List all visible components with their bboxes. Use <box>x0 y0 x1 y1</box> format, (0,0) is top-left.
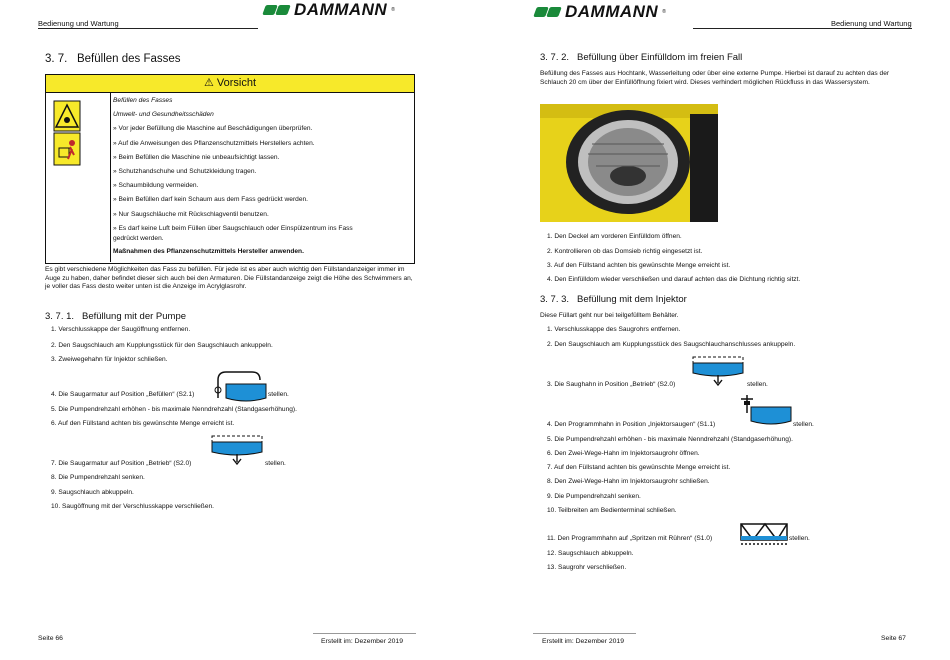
step-3: 3. Zweiwegehahn für Injektor schließen. <box>51 356 168 363</box>
header-rule <box>38 28 258 29</box>
spray-stir-icon <box>737 518 791 550</box>
danger-hazard-icon <box>46 93 110 262</box>
footer-rule <box>313 633 416 634</box>
filling-dome-photo <box>540 104 718 222</box>
step-a4: 4. Den Einfülldom wieder verschließen und darauf achten das die Dichtung richtig sitzt. <box>547 276 801 283</box>
section-heading: 3. 7. Befüllen des Fasses <box>45 53 181 65</box>
step-b10: 10. Teilbreiten am Bedienterminal schließen. <box>547 507 677 514</box>
brand-logo: DAMMANN ® <box>533 2 666 22</box>
header-title: Bedienung und Wartung <box>831 19 912 28</box>
stellen-7: stellen. <box>265 460 286 467</box>
logo-mark-icon <box>533 6 561 18</box>
right-page <box>475 0 950 660</box>
step-6: 6. Auf den Füllstand achten bis gewünschte Menge erreicht ist. <box>51 420 235 427</box>
step-b2: 2. Den Saugschlauch am Kupplungsstück des Saugschlauchanschlusses ankuppeln. <box>547 341 796 348</box>
step-b1: 1. Verschlusskappe des Saugrohrs entfernen. <box>547 326 681 333</box>
step-4: 4. Die Saugarmatur auf Position „Befüllen“ (S2.1) <box>51 391 195 398</box>
step-b3: 3. Die Saughahn in Position „Betrieb“ (S2.0) <box>547 381 676 388</box>
warning-box <box>45 74 415 264</box>
stellen-b3: stellen. <box>747 381 768 388</box>
step-b4: 4. Den Programmhahn in Position „Injektorsaugen“ (S1.1) <box>547 421 716 428</box>
tank-operation-icon <box>210 434 266 466</box>
step-8: 8. Die Pumpendrehzahl senken. <box>51 474 145 481</box>
subsection-heading-2: 3. 7. 3. Befüllung mit dem Injektor <box>540 294 687 305</box>
intro-paragraph: Befüllung des Fasses aus Hochtank, Wasserleitung oder über eine externe Pumpe. Hierbei ist darauf zu achten das der Schlauch 20 cm über der Einfüllöffnung fixiert wird. Dieses verhindert möglichen Rückfluss in das Wassersystem. <box>540 70 890 86</box>
step-b7: 7. Auf den Füllstand achten bis gewünschte Menge erreicht ist. <box>547 464 731 471</box>
stellen-b11: stellen. <box>789 535 810 542</box>
step-a3: 3. Auf den Füllstand achten bis gewünschte Menge erreicht ist. <box>547 262 731 269</box>
step-a1: 1. Den Deckel am vorderen Einfülldom öffnen. <box>547 233 682 240</box>
page-number: Seite 66 <box>38 635 63 642</box>
step-2: 2. Den Saugschlauch am Kupplungsstück für den Saugschlauch ankuppeln. <box>51 342 273 349</box>
step-1: 1. Verschlusskappe der Saugöffnung entfernen. <box>51 326 191 333</box>
stellen-b4: stellen. <box>793 421 814 428</box>
page-number: Seite 67 <box>881 635 906 642</box>
header-title: Bedienung und Wartung <box>38 19 119 28</box>
warning-text: Befüllen des Fasses Umwelt- und Gesundheitsschäden » Vor jeder Befüllung die Maschine auf Beschädigungen überprüfen. » Auf die Anweisungen des Pflanzenschutzmittels Herstellers achten. » Beim Befüllen die Maschine nie unbeaufsichtigt lassen. » Schutzhandschuhe und Schutzkleidung tragen. » Schaumbildung vermeiden. » Beim Befüllen darf kein Schaum aus dem Fass gedrückt werden. » Nur Saugschläuche mit Rückschlagventil benutzen. » Es darf keine Luft beim Füllen über Saugschlauch oder Einspülzentrum ins Fass gedrückt werden. Maßnahmen des Pflanzenschutzmittels Hersteller anwenden. <box>113 97 353 255</box>
created-date: Erstellt im: Dezember 2019 <box>321 638 403 645</box>
step-b12: 12. Saugschlauch abkuppeln. <box>547 550 634 557</box>
subsection-heading: 3. 7. 1. Befüllung mit der Pumpe <box>45 311 187 322</box>
brand-logo: DAMMANN ® <box>262 0 395 20</box>
step-b9: 9. Die Pumpendrehzahl senken. <box>547 493 641 500</box>
suction-fill-icon <box>212 368 268 404</box>
intro-2: Diese Füllart geht nur bei teilgefülltem Behälter. <box>540 312 679 319</box>
step-10: 10. Saugöffnung mit der Verschlusskappe verschließen. <box>51 503 214 510</box>
footer-rule <box>533 633 636 634</box>
step-b11: 11. Den Programmhahn auf „Spritzen mit Rühren“ (S1.0) <box>547 535 713 542</box>
step-7: 7. Die Saugarmatur auf Position „Betrieb“ (S2.0) <box>51 460 192 467</box>
injector-icon <box>737 393 793 427</box>
logo-mark-icon <box>262 4 290 16</box>
step-5: 5. Die Pumpendrehzahl erhöhen - bis maximale Nenndrehzahl (Standgaserhöhung). <box>51 406 297 413</box>
subsection-heading: 3. 7. 2. Befüllung über Einfülldom im freien Fall <box>540 52 743 63</box>
warning-title: ⚠ Vorsicht <box>46 75 414 93</box>
warning-icons <box>46 93 111 262</box>
step-b5: 5. Die Pumpendrehzahl erhöhen - bis maximale Nenndrehzahl (Standgaserhöhung). <box>547 436 793 443</box>
stellen-4: stellen. <box>268 391 289 398</box>
step-b6: 6. Den Zwei-Wege-Hahn im Injektorsaugrohr öffnen. <box>547 450 700 457</box>
header-rule <box>693 28 912 29</box>
tank-operation-icon <box>691 355 747 387</box>
step-9: 9. Saugschlauch abkuppeln. <box>51 489 134 496</box>
created-date: Erstellt im: Dezember 2019 <box>542 638 624 645</box>
step-b8: 8. Den Zwei-Wege-Hahn im Injektorsaugrohr schließen. <box>547 478 710 485</box>
step-b13: 13. Saugrohr verschließen. <box>547 564 627 571</box>
step-a2: 2. Kontrollieren ob das Domsieb richtig eingesetzt ist. <box>547 248 703 255</box>
intro-paragraph: Es gibt verschiedene Möglichkeiten das Fass zu befüllen. Für jede ist es aber auch wichtig den Füllstandanzeiger immer im Auge zu haben, daher befindet dieser sich auch bei den Armaturen. Die Füllstandanzeige zeigt die Höhe des Schwimmers an, je voller das Fass desto weiter unten ist die Anzeige im Acrylglasrohr. <box>45 266 413 290</box>
